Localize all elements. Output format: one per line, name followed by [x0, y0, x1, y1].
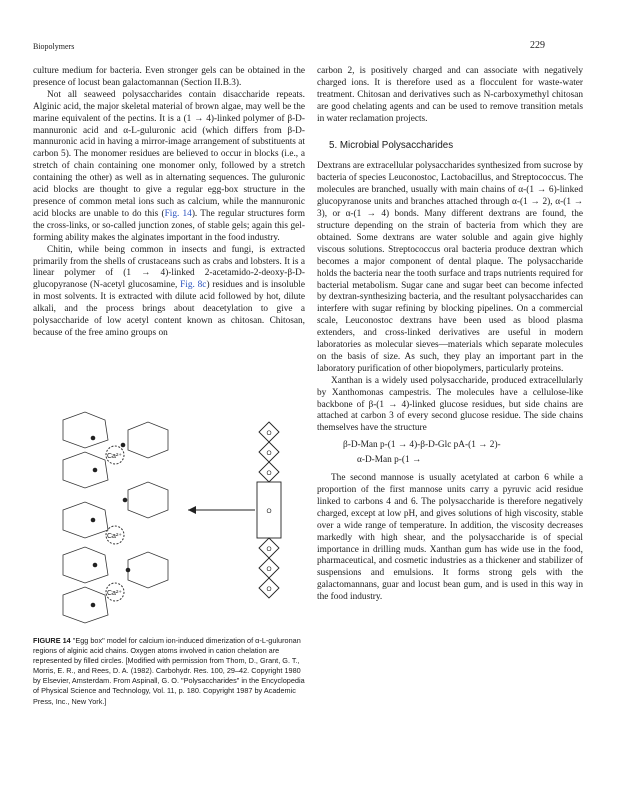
text-span: ). The regular structures form the cross-links, or so-called junction zones, of stable gels; again this gel-forming ability makes the alginates important in the food industry.	[33, 208, 305, 243]
oxygen-atom	[91, 436, 96, 441]
sugar-ring	[63, 547, 108, 583]
ion-label: Ca²⁺	[107, 533, 122, 540]
sugar-ring	[128, 482, 168, 518]
schematic-letter: O	[266, 470, 272, 477]
sugar-ring	[128, 552, 168, 588]
text-span: Chitin, while being common in insects and fungi, is extracted primarily from the shells of crustaceans such as crabs and lobsters. It is a linear polymer of (1 → 4)-linked 2-acetamido-2-deoxy-β-D-glucopyranose (N-acetyl glucosamine,	[33, 244, 305, 291]
sugar-ring	[63, 502, 108, 538]
paragraph-xanthan: Xanthan is a widely used polysaccharide, produced extracellularly by Xanthomonas campestris. The molecules have a cellulose-like backbone of β-(1 → 4)-linked glucose residues, but side chains are attached at carbon 3 of every second glucose residue. The side chains themselves have the structure	[317, 375, 583, 434]
oxygen-atom	[121, 443, 126, 448]
section-heading: 5. Microbial Polysaccharides	[329, 139, 454, 151]
caption-label: FIGURE 14	[33, 636, 71, 645]
paragraph-dextrans: Dextrans are extracellular polysaccharides synthesized from sucrose by bacteria of species Leuconostoc, Lactobacillus, and Streptococcus. The molecules are branched, usually with main chains of α-(1 → 6)-linked glucopyranose units and branches attached through α-(1 → 2), α-(1 → 3), or α-(1 → 4) bonds. Many different dextrans are found, the structure depending on the strain of bacteria from which they are obtained. Some dextrans are water soluble and again give highly viscous solutions. Streptococcus oral bacteria produce dextran which becomes a major component of dental plaque. The polysaccharide holds the bacteria near the tooth surface and traps nutrients required for bacterial metabolism. Sugar cane and sugar beet can become infected by dextran-synthesizing bacteria, and the resultant polysaccharides can interfere with sugar refining by blocking pipelines. On a commercial scale, Leuconostoc dextrans have been used as blood plasma extenders, and cross-linked derivatives are useful in modern laboratories as molecular sieves—materials which separate molecules on the basis of size. As such, they play an important part in the laboratory purification of other biopolymers, particularly proteins.	[317, 161, 583, 374]
schematic-letter: O	[266, 566, 272, 573]
formula-line-1: β-D-Man p-(1 → 4)-β-D-Glc pA-(1 → 2)-	[343, 440, 501, 451]
sugar-ring	[63, 412, 108, 448]
schematic-letter: O	[266, 546, 272, 553]
chelating-oxygens	[91, 436, 131, 608]
oxygen-atom	[93, 468, 98, 473]
left-column	[33, 66, 305, 340]
paragraph-alginic-acid	[33, 90, 305, 245]
caption-text: "Egg box" model for calcium ion-induced dimerization of α-L-guluronan regions of alginic acid chains. Oxygen atoms involved in cation chelation are represented by filled circles. [Modified with permission from Thom, D., Grant, G. T., Morris, E. R., and Rees, D. A. (1982). Carbohydr. Res. 100, 29–42. Copyright 1980 by Elsevier, Amsterdam. From Aspinall, G. O. "Polysaccharides" in the Encyclopedia of Physical Science and Technology, Vol. 11, p. 180. Copyright 1987 by Academic Press, Inc., New York.]	[33, 636, 305, 706]
schematic-letter: O	[266, 508, 272, 515]
arrow-head	[188, 506, 196, 514]
oxygen-atom	[123, 498, 128, 503]
oxygen-atom	[91, 518, 96, 523]
oxygen-atom	[93, 563, 98, 568]
sugar-ring	[63, 587, 108, 623]
figure-caption	[33, 636, 305, 707]
ion-label: Ca²⁺	[107, 590, 122, 597]
ion-label: Ca²⁺	[107, 453, 122, 460]
schematic-letter: O	[266, 450, 272, 457]
page-number: 229	[530, 40, 545, 51]
sugar-ring	[128, 422, 168, 458]
figure-14-link[interactable]: Fig. 14	[164, 208, 192, 219]
calcium-ions	[106, 446, 124, 601]
paragraph-mannose: The second mannose is usually acetylated at carbon 6 while a proportion of the first mannose units carry a pyruvic acid residue linked to carbons 4 and 6. The polysaccharide is therefore negatively charged, except at low pH, and gives solutions of high viscosity, stable over a wide range of temperature. In addition, the viscosity decreases markedly with high shear, and the polysaccharide is of special importance in drilling muds. Xanthan gum has wide use in the food, pharmaceutical, and cosmetic industries as a thickener and stabilizer of suspensions and emulsions. It forms strong gels with the galactomannans, guar and locust bean gum, and is used in this way in the food industry.	[317, 473, 583, 603]
paragraph: carbon 2, is positively charged and can associate with negatively charged ions. It is therefore used as a flocculent for waste-water treatment. Chitosan and derivatives such as N-carboxymethyl chitosan are good chelating agents and can be used to remove transition metals in water reclamation projects.	[317, 66, 583, 124]
oxygen-atom	[91, 603, 96, 608]
right-column	[317, 66, 583, 604]
sugar-ring	[63, 452, 108, 488]
text-span: Not all seaweed polysaccharides contain disaccharide repeats. Alginic acid, the major skeletal material of brown algae, may well be the marine equivalent of the pectins. It is a (1 → 4)-linked polymer of β-D-mannuronic acid and α-L-guluronic acid (which differs from β-D-mannuronic acid in having a mirror-image arrangement of substituents at carbon 5). The monomer residues are believed to occur in blocks (i.e., a stretch of chain containing one monomer only, followed by a stretch containing the other) as well as in alternating sequences. The guluronic acid blocks are thought to give a regular egg-box structure in the presence of common metal ions such as calcium, while the mannuronic acid blocks are unable to do this (	[33, 89, 305, 219]
running-title: Biopolymers	[33, 42, 75, 51]
schematic-letter: O	[266, 430, 272, 437]
formula-line-2: α-D-Man p-(1 →	[357, 455, 422, 466]
schematic-labels	[266, 430, 271, 593]
text-span: ) residues and is insoluble in most solvents. It is extracted with dilute acid followed by hot, dilute alkali, and the process brings about deacetylation to give a polysaccharide of low acetyl content known as chitosan. Chitosan, because of the free amino groups on	[33, 280, 305, 338]
paragraph: culture medium for bacteria. Even stronger gels can be obtained in the presence of locust bean galactomannan (Section II.B.3).	[33, 66, 305, 88]
oxygen-atom	[126, 568, 131, 573]
egg-box-diagram	[33, 400, 305, 635]
paragraph-chitin	[33, 245, 305, 340]
egg-box-figure	[33, 400, 305, 635]
schematic-letter: O	[266, 586, 272, 593]
figure-8c-link[interactable]: Fig. 8c	[180, 280, 207, 291]
